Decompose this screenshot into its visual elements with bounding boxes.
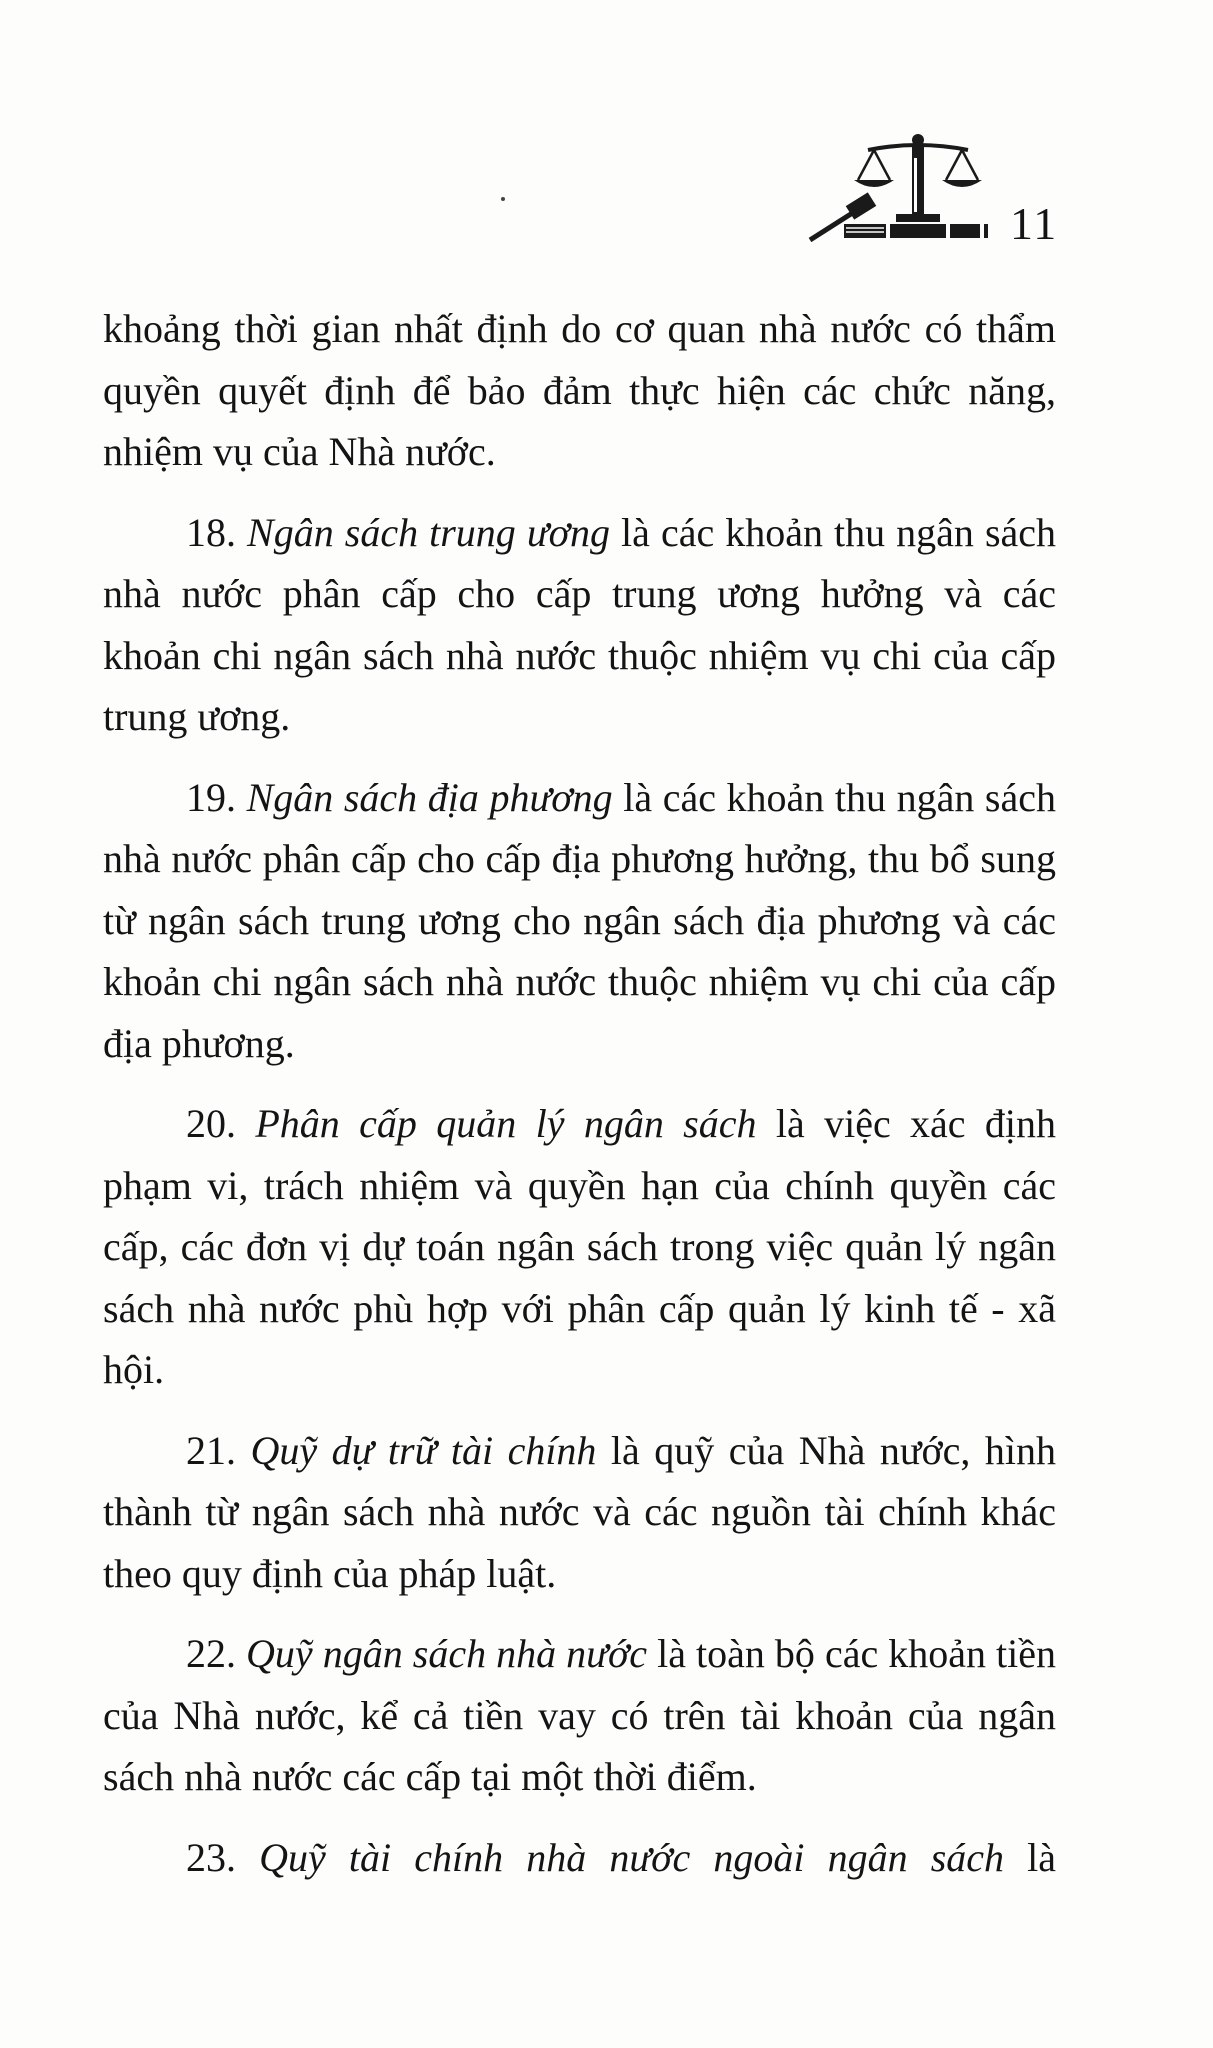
definition-number: 21. <box>186 1427 236 1473</box>
definition-text: là quỹ của Nhà nước, hình thành từ ngân sách nhà nước và các nguồn tài chính khác theo quy định của pháp luật. <box>103 1427 1057 1596</box>
definition-term: Quỹ dự trữ tài chính <box>250 1427 597 1473</box>
definition-19 <box>103 767 1056 1075</box>
definition-term: Quỹ tài chính nhà nước ngoài ngân sách <box>259 1834 1005 1880</box>
definition-text: là việc xác định phạm vi, trách nhiệm và quyền hạn của chính quyền các cấp, các đơn vị dự toán ngân sách trong việc quản lý ngân sách nhà nước phù hợp với phân cấp quản lý kinh tế - xã hội. <box>103 1101 1057 1392</box>
definition-text: là <box>1027 1834 1057 1880</box>
definition-22 <box>103 1623 1056 1808</box>
definition-18 <box>103 502 1056 748</box>
definition-21 <box>103 1420 1056 1605</box>
definition-text: là các khoản thu ngân sách nhà nước phân cấp cho cấp địa phương hưởng, thu bổ sung từ ngân sách trung ương cho ngân sách địa phương và các khoản chi ngân sách nhà nước thuộc nhiệm vụ chi của cấp địa phương. <box>103 774 1057 1066</box>
body-text <box>103 298 1056 1888</box>
definition-number: 20. <box>186 1101 236 1146</box>
definition-number: 19. <box>186 774 236 820</box>
definition-number: 18. <box>186 509 236 555</box>
paragraph-continuation <box>103 298 1056 483</box>
ink-speck <box>501 197 505 201</box>
page-number: 11 <box>1010 198 1059 249</box>
paragraph-text: khoảng thời gian nhất định do cơ quan nhà nước có thẩm quyền quyết định để bảo đảm thực hiện các chức năng, nhiệm vụ của Nhà nước. <box>103 306 1056 474</box>
definition-term: Ngân sách trung ương <box>247 509 610 555</box>
definition-number: 23. <box>186 1834 236 1880</box>
definition-text: là các khoản thu ngân sách nhà nước phân cấp cho cấp trung ương hưởng và các khoản chi ngân sách nhà nước thuộc nhiệm vụ chi của cấp trung ương. <box>103 509 1057 739</box>
definition-text: là toàn bộ các khoản tiền của Nhà nước, kể cả tiền vay có trên tài khoản của ngân sách nhà nước các cấp tại một thời điểm. <box>103 1631 1057 1799</box>
definition-number: 22. <box>186 1631 236 1676</box>
definition-term: Ngân sách địa phương <box>246 774 613 820</box>
scales-of-justice-gavel-icon <box>808 128 988 248</box>
definition-term: Quỹ ngân sách nhà nước <box>246 1631 648 1676</box>
definition-20 <box>103 1093 1056 1401</box>
definition-term: Phân cấp quản lý ngân sách <box>255 1101 757 1146</box>
definition-23 <box>103 1827 1056 1889</box>
